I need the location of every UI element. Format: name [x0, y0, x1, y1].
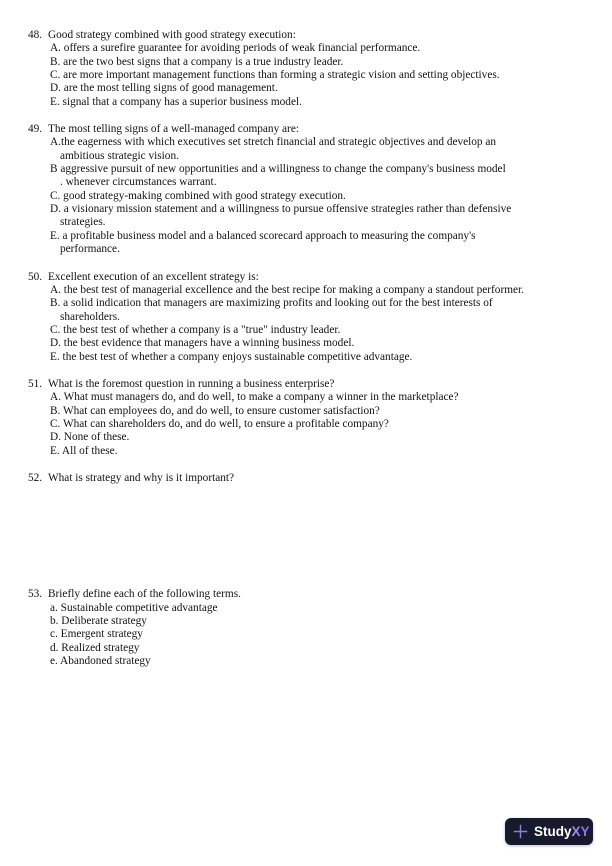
- question-item: [28, 472, 612, 485]
- option-line-continuation: . whenever circumstances warrant.: [60, 176, 217, 189]
- option-line: B. are the two best signs that a company is a true industry leader.: [50, 55, 344, 68]
- option: [48, 203, 612, 230]
- option-line: A. offers a surefire guarantee for avoiding periods of weak financial performance.: [50, 42, 421, 55]
- question-number: 48.: [28, 29, 43, 41]
- question-stem: What is strategy and why is it important?: [48, 471, 235, 484]
- option: [48, 351, 612, 364]
- question-stem: What is the foremost question in running a business enterprise?: [48, 377, 335, 390]
- logo-text: [534, 818, 590, 845]
- option-line: E. signal that a company has a superior business model.: [50, 95, 302, 108]
- option: [48, 655, 612, 668]
- option: [48, 445, 612, 458]
- option-line: D. are the most telling signs of good management.: [50, 82, 278, 95]
- option: [48, 615, 612, 628]
- option: [48, 602, 612, 615]
- option: [48, 69, 612, 82]
- option-line: D. None of these.: [50, 431, 130, 444]
- option-line: C. the best test of whether a company is a "true" industry leader.: [50, 323, 341, 336]
- option-line: E. All of these.: [50, 444, 118, 457]
- question-item: [28, 29, 612, 109]
- option: [48, 56, 612, 69]
- question-number: 52.: [28, 471, 43, 484]
- option-line: E. a profitable business model and a balanced scorecard approach to measuring the company's: [50, 229, 476, 242]
- option: [48, 642, 612, 655]
- question-item: [28, 378, 612, 458]
- option: [48, 42, 612, 55]
- option-list: [48, 602, 612, 669]
- option: [48, 163, 612, 190]
- option-line: A.the eagerness with which executives set stretch financial and strategic objectives and develop an: [50, 136, 497, 149]
- question-stem: Good strategy combined with good strategy execution:: [48, 29, 296, 41]
- option-line: A. the best test of managerial excellence and the best recipe for making a company a standout performer.: [50, 283, 524, 296]
- option-line: e. Abandoned strategy: [50, 655, 151, 668]
- question-number: 51.: [28, 377, 43, 390]
- question-body: [48, 378, 612, 458]
- question-number: 53.: [28, 588, 43, 601]
- option-line: A. What must managers do, and do well, to make a company a winner in the marketplace?: [50, 391, 459, 404]
- option-line-continuation: strategies.: [60, 216, 106, 229]
- question-item: [28, 271, 612, 364]
- question-item: [28, 123, 612, 256]
- option: [48, 136, 612, 163]
- question-body: [48, 29, 612, 109]
- option: [48, 431, 612, 444]
- question-body: [48, 271, 612, 364]
- question-stem: Briefly define each of the following terms.: [48, 588, 241, 601]
- option: [48, 284, 612, 297]
- option-line: B. What can employees do, and do well, to ensure customer satisfaction?: [50, 404, 380, 417]
- option-line: a. Sustainable competitive advantage: [50, 601, 218, 614]
- question-item: [28, 588, 612, 668]
- question-number: 50.: [28, 270, 43, 283]
- option-line-continuation: performance.: [60, 243, 120, 256]
- option: [48, 337, 612, 350]
- option-line: c. Emergent strategy: [50, 628, 143, 641]
- option-list: [48, 391, 612, 458]
- option-line: E. the best test of whether a company enjoys sustainable competitive advantage.: [50, 350, 413, 363]
- option-line: B. a solid indication that managers are maximizing profits and looking out for the best interests of: [50, 297, 493, 310]
- plus-icon: [513, 824, 528, 839]
- option: [48, 230, 612, 257]
- option: [48, 82, 612, 95]
- question-stem: The most telling signs of a well-managed company are:: [48, 123, 299, 136]
- option-list: [48, 284, 612, 364]
- option-line: D. a visionary mission statement and a willingness to pursue offensive strategies rather than defensive: [50, 203, 512, 216]
- option-line: C. are more important management functions than forming a strategic vision and setting objectives.: [50, 69, 500, 82]
- option-line-continuation: ambitious strategic vision.: [60, 149, 179, 162]
- option-line: C. What can shareholders do, and do well, to ensure a profitable company?: [50, 417, 389, 430]
- option: [48, 190, 612, 203]
- option: [48, 297, 612, 324]
- studyxy-logo: [505, 818, 593, 845]
- question-body: [48, 123, 612, 256]
- option: [48, 405, 612, 418]
- option-line: d. Realized strategy: [50, 641, 140, 654]
- option: [48, 324, 612, 337]
- option-list: [48, 136, 612, 256]
- option-line: C. good strategy-making combined with good strategy execution.: [50, 189, 346, 202]
- option: [48, 96, 612, 109]
- option-list: [48, 42, 612, 109]
- option: [48, 418, 612, 431]
- question-list: [28, 29, 612, 682]
- question-number: 49.: [28, 123, 43, 136]
- option: [48, 391, 612, 404]
- question-body: [48, 588, 612, 668]
- option-line-continuation: shareholders.: [60, 310, 120, 323]
- option-line: b. Deliberate strategy: [50, 615, 147, 627]
- logo-text-accent: XY: [571, 824, 590, 839]
- logo-text-primary: Study: [534, 824, 572, 839]
- option-line: B aggressive pursuit of new opportunities and a willingness to change the company's business model: [50, 163, 506, 176]
- question-body: [48, 472, 612, 485]
- option: [48, 628, 612, 641]
- question-stem: Excellent execution of an excellent strategy is:: [48, 270, 259, 283]
- option-line: D. the best evidence that managers have a winning business model.: [50, 337, 355, 350]
